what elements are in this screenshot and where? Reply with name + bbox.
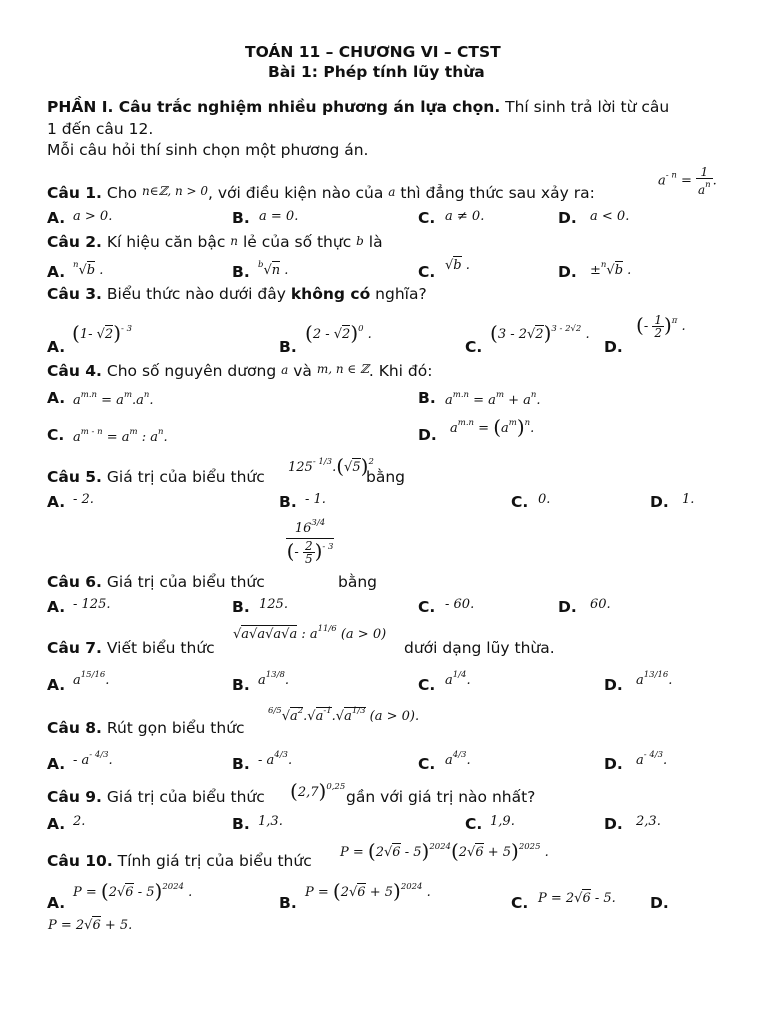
math-condition: m, n ∈ ℤ [316,362,369,376]
option-D-label: D. [604,338,623,356]
option-C-label: C. [511,493,529,511]
math-variable: b [356,234,364,248]
option-D-math: $a^{13/16}$. [636,670,673,688]
option-D-label: D. [418,426,437,444]
option-B-math: $a^{m.n} = a^m + a^n$. [445,390,541,408]
question-number: Câu 2. [47,233,102,251]
option-B-math: - 1. [305,492,326,507]
option-B-math: - $a^{4/3}$. [258,750,293,768]
option-C-label: C. [418,755,436,773]
question-number: Câu 3. [47,285,102,303]
question-7-stem [47,639,215,657]
option-C-math: a ≠ 0. [445,209,485,224]
option-D-math: (- $\frac{1}{2}$ )$^\pi$ . [636,313,686,340]
option-A-label: A. [47,755,66,773]
option-C-math: - 60. [445,597,475,612]
option-A-math: (1- √2)$^{- 3}$ [72,321,132,345]
option-D-math: $a^{- 4/3}$. [636,750,668,768]
option-C-math: (3 - 2√2)$^{3 - 2√2}$ . [490,321,590,345]
option-D-math: $a^{m.n} = (a^m)^n$. [450,415,535,439]
option-B-math: $^b$√n . [258,260,289,278]
option-C-math: √b . [445,258,470,273]
question-text: Giá trị của biểu thức [106,468,265,486]
option-A-math: $a^{15/16}$. [73,670,110,688]
question-text: Tính giá trị của biểu thức [117,852,312,870]
option-C-label: C. [511,894,529,912]
question-text: thì đẳng thức sau xảy ra: [400,184,595,202]
option-A-math: a > 0. [73,209,113,224]
math-expression: $125^{- 1/3}.(√5)^2$ [288,454,374,478]
option-C-math: P = 2√6 - 5. [538,891,616,906]
question-2-stem [47,233,383,251]
option-B-label: B. [232,598,250,616]
option-A-math: - 125. [73,597,111,612]
option-D-label: D. [558,209,577,227]
part-instruction-line3: Mỗi câu hỏi thí sinh chọn một phương án. [47,141,369,159]
math-variable: n [230,234,239,248]
option-A-label: A. [47,389,66,407]
math-expression: $^{6/5}√a^2.√a^{-1}.√a^{1/3}$ (a > 0). [268,706,420,724]
question-text: Giá trị của biểu thức [106,573,265,591]
question-text: là [368,233,383,251]
question-number: Câu 5. [47,468,102,486]
question-text: dưới dạng lũy thừa. [404,639,555,657]
option-A-label: A. [47,493,66,511]
question-number: Câu 10. [47,852,113,870]
option-A-label: A. [47,815,66,833]
option-A-label: A. [47,263,66,281]
question-text: Rút gọn biểu thức [106,719,245,737]
option-C-label: C. [465,815,483,833]
option-D-math: 2,3. [636,814,661,829]
question-text: , với điều kiện nào của [208,184,384,202]
option-D-label: D. [558,263,577,281]
option-C-math: 0. [538,492,551,507]
option-B-label: B. [232,815,250,833]
question-text: Giá trị của biểu thức [106,788,265,806]
option-D-label: D. [604,676,623,694]
option-B-math: a = 0. [259,209,299,224]
option-A-label: A. [47,209,66,227]
question-3-stem [47,285,427,303]
option-B-label: B. [232,676,250,694]
math-expression: $(2,7)^{0,25}$ [290,779,346,803]
option-A-label: A. [47,894,66,912]
option-C-math: 1,9. [490,814,515,829]
question-text: và [293,362,312,380]
option-A-math: $a^{m.n} = a^m.a^n$. [73,390,154,408]
math-fraction: $16^{3/4}$ (- $\frac{2}{5}$ )$^{- 3}$ [286,518,334,566]
question-text: nghĩa? [375,285,427,303]
option-A-label: A. [47,598,66,616]
option-A-math: - 2. [73,492,94,507]
option-C-label: C. [418,263,436,281]
option-D-label: D. [604,755,623,773]
question-text: Viết biểu thức [106,639,215,657]
question-text: bằng [366,468,405,486]
question-text: Biểu thức nào dưới đây [106,285,286,303]
question-10-stem [47,852,312,870]
option-B-label: B. [279,493,297,511]
option-C-math: $a^{m - n} = a^m$ : $a^n$. [73,427,168,445]
option-C-label: C. [465,338,483,356]
option-B-label: B. [279,894,297,912]
question-text: Kí hiệu căn bậc [106,233,226,251]
question-number: Câu 6. [47,573,102,591]
option-D-label: D. [650,894,669,912]
question-number: Câu 9. [47,788,102,806]
option-B-math: 1,3. [258,814,283,829]
option-B-label: B. [418,389,436,407]
option-B-label: B. [232,209,250,227]
part-heading: PHẦN I. Câu trắc nghiệm nhiều phương án lựa chọn. [47,98,501,116]
question-text: lẻ của số thực [242,233,352,251]
question-number: Câu 4. [47,362,102,380]
option-A-math: - $a^{- 4/3}$. [73,750,113,768]
option-C-math: $a^{4/3}$. [445,750,471,768]
document-subtitle: Bài 1: Phép tính lũy thừa [268,63,485,81]
option-C-label: C. [418,598,436,616]
option-A-math: $^n$√b . [73,260,104,278]
option-D-math: P = 2√6 + 5. [48,918,133,933]
option-D-math: a < 0. [590,209,630,224]
question-1-stem [47,184,595,202]
option-A-math: P = (2√6 - 5)$^{2024}$ . [73,879,193,903]
option-A-label: A. [47,338,66,356]
option-B-label: B. [232,755,250,773]
question-4-stem [47,362,432,380]
question-9-stem [47,788,265,806]
option-B-math: $a^{13/8}$. [258,670,289,688]
option-D-label: D. [604,815,623,833]
question-number: Câu 8. [47,719,102,737]
option-A-math: 2. [73,814,86,829]
option-D-math: 1. [682,492,695,507]
option-D-math: 60. [590,597,611,612]
option-B-label: B. [232,263,250,281]
question-5-stem [47,468,265,486]
question-text: bằng [338,573,377,591]
option-B-math: 125. [259,597,288,612]
question-number: Câu 1. [47,184,102,202]
option-B-math: (2 - √2)$^0$ . [305,321,372,345]
option-C-math: $a^{1/4}$. [445,670,471,688]
part-instruction-tail: Thí sinh trả lời từ câu [500,98,670,116]
option-C-label: C. [47,426,65,444]
part-instructions [47,98,669,116]
math-identity: $a^{- n}$ = $\frac{1}{a^n}$ . [658,165,717,197]
option-A-label: A. [47,676,66,694]
option-B-label: B. [279,338,297,356]
question-number: Câu 7. [47,639,102,657]
option-D-math: ±$^n$√b . [590,260,632,278]
math-variable: a [388,185,396,199]
question-text: gần với giá trị nào nhất? [346,788,536,806]
option-C-label: C. [418,209,436,227]
question-8-stem [47,719,245,737]
option-D-label: D. [650,493,669,511]
option-C-label: C. [418,676,436,694]
math-condition: n∈ℤ, n > 0 [141,184,209,198]
math-expression: $P = (2√6 - 5)^{2024}(2√6 + 5)^{2025}$ . [340,839,549,863]
document-title: TOÁN 11 – CHƯƠNG VI – CTST [245,43,501,61]
question-text: . Khi đó: [368,362,433,380]
part-instruction-line2: 1 đến câu 12. [47,120,154,138]
question-text: Cho số nguyên dương [106,362,277,380]
option-D-label: D. [558,598,577,616]
question-emphasis: không có [290,285,371,303]
math-expression: √a√a√a√a : $a^{11/6}$ (a > 0) [233,624,387,642]
question-6-stem [47,573,265,591]
question-text: Cho [106,184,138,202]
math-variable: a [281,363,289,377]
option-B-math: $P = (2√6 + 5)^{2024}$ . [305,879,431,903]
